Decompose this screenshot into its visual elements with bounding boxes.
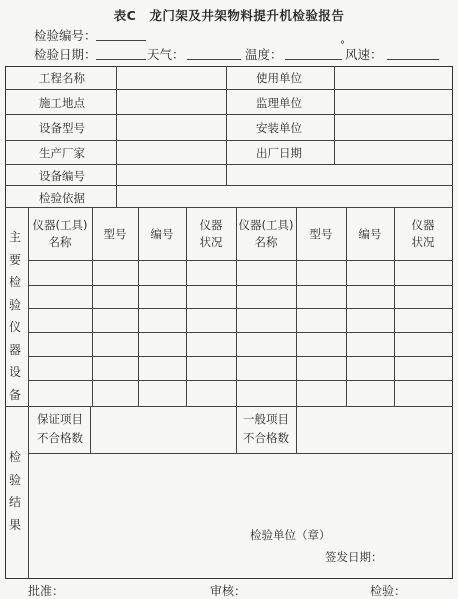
temperature-unit: ° [340,40,345,51]
weather-field[interactable] [187,59,241,60]
instruments-side-label: 主要检验仪器设备 [8,230,21,402]
col-model-2: 型号 [309,227,333,241]
temperature-field[interactable] [285,59,342,60]
equipment-no-label: 设备编号 [39,169,85,183]
date-field[interactable] [96,59,146,60]
issue-date-label: 签发日期： [325,550,383,564]
manufacturer-label: 生产厂家 [39,146,85,160]
wind-field[interactable] [387,59,439,60]
col-instrument-name-1: 仪器(工具)名称 [32,218,88,249]
form-table [5,66,453,579]
approve-label: 批准： [28,584,65,598]
equipment-model-label: 设备型号 [39,121,85,135]
project-name-label: 工程名称 [39,71,85,85]
wind-label: 风速： [345,47,383,62]
inspection-basis-label: 检验依据 [39,191,85,205]
col-status-1: 仪器状况 [199,218,223,249]
col-number-1: 编号 [150,227,174,241]
general-items-label: 一般项目不合格数 [243,412,289,445]
supervision-unit-label: 监理单位 [256,96,302,110]
installation-unit-label: 安装单位 [256,121,302,135]
col-model-1: 型号 [103,227,127,241]
report-no-label: 检验编号： [34,28,97,43]
review-label: 审核： [210,584,247,598]
guarantee-items-label: 保证项目不合格数 [37,412,83,445]
weather-label: 天气： [147,47,185,62]
inspect-label: 检验： [370,584,407,598]
user-unit-label: 使用单位 [256,71,302,85]
result-side-label: 检验结果 [8,450,21,532]
factory-date-label: 出厂日期 [256,146,302,160]
site-location-label: 施工地点 [39,96,85,110]
col-number-2: 编号 [358,227,382,241]
col-instrument-name-2: 仪器(工具)名称 [238,218,294,249]
form-title: 表C 龙门架及井架物料提升机检验报告 [113,8,345,23]
date-label: 检验日期： [34,47,97,62]
col-status-2: 仪器状况 [411,218,435,249]
inspection-unit-stamp: 检验单位（章） [250,528,331,542]
report-no-field[interactable] [96,40,146,41]
temperature-label: 温度： [245,47,283,62]
